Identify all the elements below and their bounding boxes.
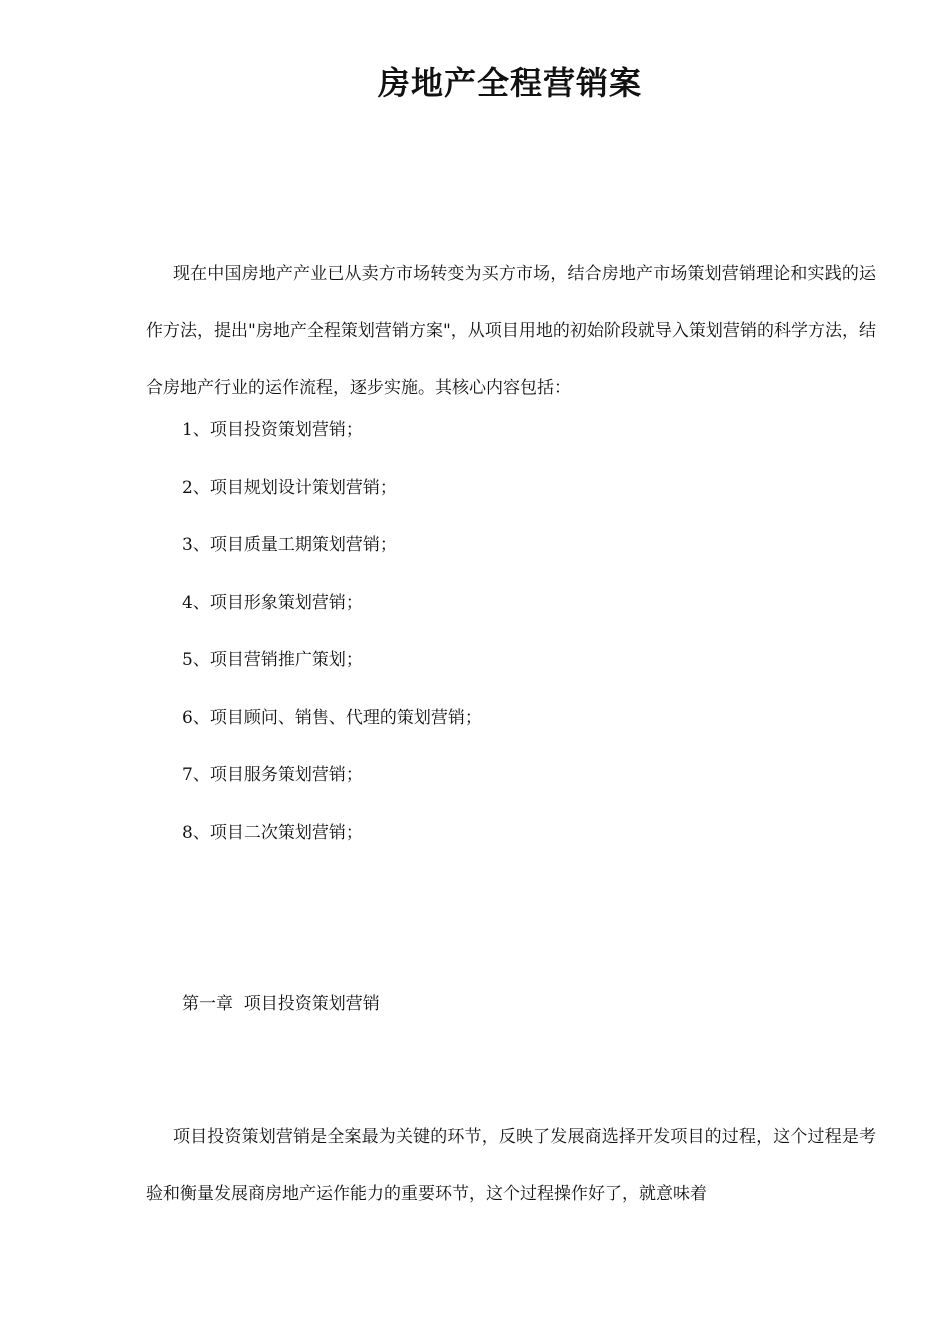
chapter-heading: 第一章 项目投资策划营销: [182, 994, 380, 1014]
list-item: 3、项目质量工期策划营销；: [182, 535, 397, 555]
document-title: 房地产全程营销案: [377, 64, 642, 102]
list-item: 1、项目投资策划营销；: [182, 420, 363, 440]
list-item: 5、项目营销推广策划；: [182, 650, 363, 670]
core-content-list: [182, 402, 482, 862]
list-item: 4、项目形象策划营销；: [182, 592, 363, 613]
chapter-body-paragraph: 项目投资策划营销是全案最为关键的环节，反映了发展商选择开发项目的过程，这个过程是考验和衡量发展商房地产运作能力的重要环节，这个过程操作好了，就意味着: [146, 1127, 876, 1204]
intro-paragraph: 现在中国房地产产业已从卖方市场转变为买方市场，结合房地产市场策划营销理论和实践的运作方法，提出"房地产全程策划营销方案"，从项目用地的初始阶段就导入策划营销的科学方法，结合房地产行业的运作流程，逐步实施。其核心内容包括：: [146, 264, 876, 398]
list-item: 8、项目二次策划营销；: [182, 822, 363, 843]
list-item: 2、项目规划设计策划营销；: [182, 477, 397, 498]
list-item: 7、项目服务策划营销；: [182, 765, 363, 785]
list-item: 6、项目顾问、销售、代理的策划营销；: [182, 707, 482, 728]
